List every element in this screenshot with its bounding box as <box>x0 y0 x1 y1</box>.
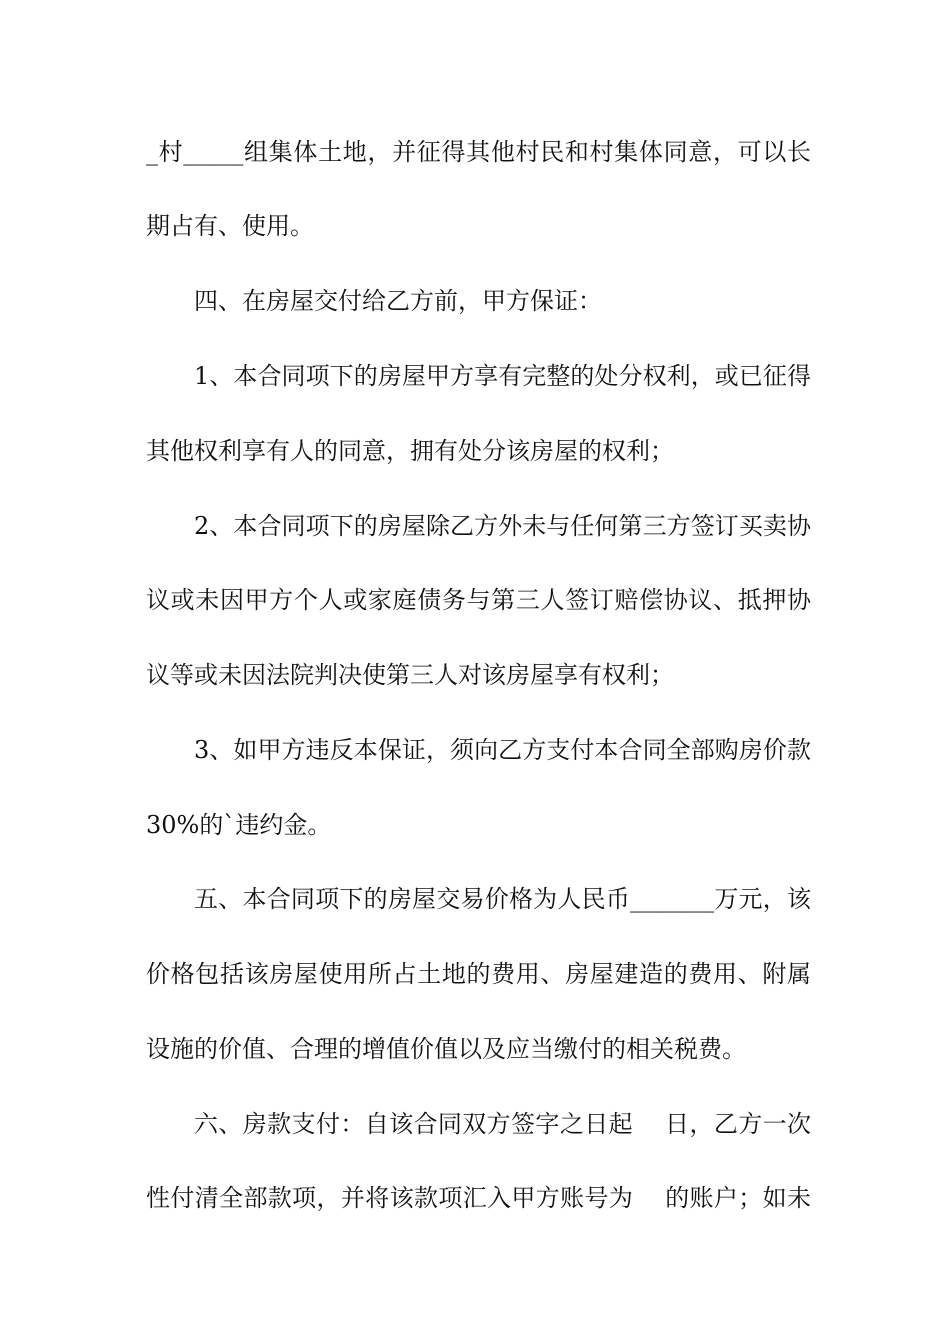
text-line-6: 2、本合同项下的房屋除乙方外未与任何第三方签订买卖协 <box>194 512 811 540</box>
text-line-10: 30%的`违约金。 <box>146 811 332 839</box>
text-line-5: 其他权利享有人的同意，拥有处分该房屋的权利； <box>146 437 674 465</box>
text-line-8: 议等或未因法院判决使第三人对该房屋享有权利； <box>146 661 674 689</box>
text-line-11: 五、本合同项下的房屋交易价格为人民币_______万元，该 <box>194 885 811 913</box>
text-line-15: 性付清全部款项，并将该款项汇入甲方账号为 的账户；如未 <box>146 1184 811 1212</box>
text-line-7: 议或未因甲方个人或家庭债务与第三人签订赔偿协议、抵押协 <box>146 586 811 614</box>
text-line-2: 期占有、使用。 <box>146 212 314 240</box>
text-line-14: 六、房款支付：自该合同双方签字之日起 日，乙方一次 <box>194 1110 811 1138</box>
text-line-9: 3、如甲方违反本保证，须向乙方支付本合同全部购房价款 <box>194 736 811 764</box>
text-line-3: 四、在房屋交付给乙方前，甲方保证： <box>194 287 602 315</box>
text-line-4: 1、本合同项下的房屋甲方享有完整的处分权利，或已征得 <box>194 362 811 390</box>
text-line-1: _村_____组集体土地，并征得其他村民和村集体同意，可以长 <box>146 138 811 166</box>
text-line-12: 价格包括该房屋使用所占土地的费用、房屋建造的费用、附属 <box>146 960 811 988</box>
text-line-13: 设施的价值、合理的增值价值以及应当缴付的相关税费。 <box>146 1035 746 1063</box>
